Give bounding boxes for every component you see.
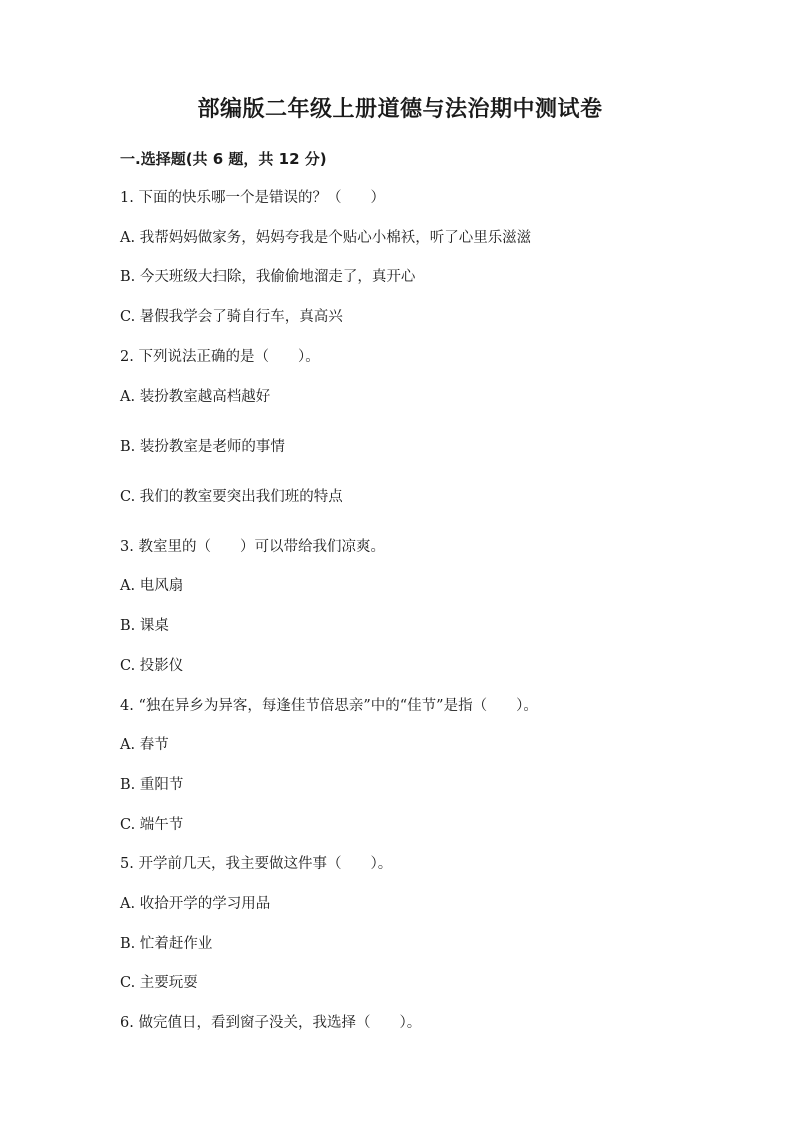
question-2-option-a: A. 装扮教室越高档越好 <box>120 389 271 405</box>
question-4-option-b: B. 重阳节 <box>120 777 184 793</box>
page-title: 部编版二年级上册道德与法治期中测试卷 <box>197 97 603 122</box>
question-3-option-c: C. 投影仪 <box>120 658 184 674</box>
question-1-option-c: C. 暑假我学会了骑自行车，真高兴 <box>120 309 343 325</box>
question-4-option-a: A. 春节 <box>120 737 169 753</box>
question-2-option-b: B. 装扮教室是老师的事情 <box>120 439 285 455</box>
question-5-option-b: B. 忙着赶作业 <box>120 936 213 952</box>
question-1-option-a: A. 我帮妈妈做家务，妈妈夸我是个贴心小棉袄，听了心里乐滋滋 <box>120 230 532 246</box>
question-3-option-b: B. 课桌 <box>120 618 169 634</box>
question-6-stem: 6. 做完值日，看到窗子没关，我选择（ ）。 <box>120 1015 422 1031</box>
question-4-option-c: C. 端午节 <box>120 817 184 833</box>
question-5-option-a: A. 收拾开学的学习用品 <box>120 896 271 912</box>
question-1-option-b: B. 今天班级大扫除，我偷偷地溜走了，真开心 <box>120 269 416 285</box>
question-2-option-c: C. 我们的教室要突出我们班的特点 <box>120 489 343 505</box>
question-5-option-c: C. 主要玩耍 <box>120 975 198 991</box>
question-2-stem: 2. 下列说法正确的是（ ）。 <box>120 349 320 365</box>
question-4-stem: 4. “独在异乡为异客，每逢佳节倍思亲”中的“佳节”是指（ ）。 <box>120 698 538 714</box>
question-3-stem: 3. 教室里的（ ）可以带给我们凉爽。 <box>120 539 385 555</box>
question-3-option-a: A. 电风扇 <box>120 578 184 594</box>
section-heading: 一.选择题(共 6 题，共 12 分) <box>120 150 327 168</box>
question-5-stem: 5. 开学前几天，我主要做这件事（ ）。 <box>120 856 393 872</box>
question-1-stem: 1. 下面的快乐哪一个是错误的？（ ） <box>120 190 385 206</box>
